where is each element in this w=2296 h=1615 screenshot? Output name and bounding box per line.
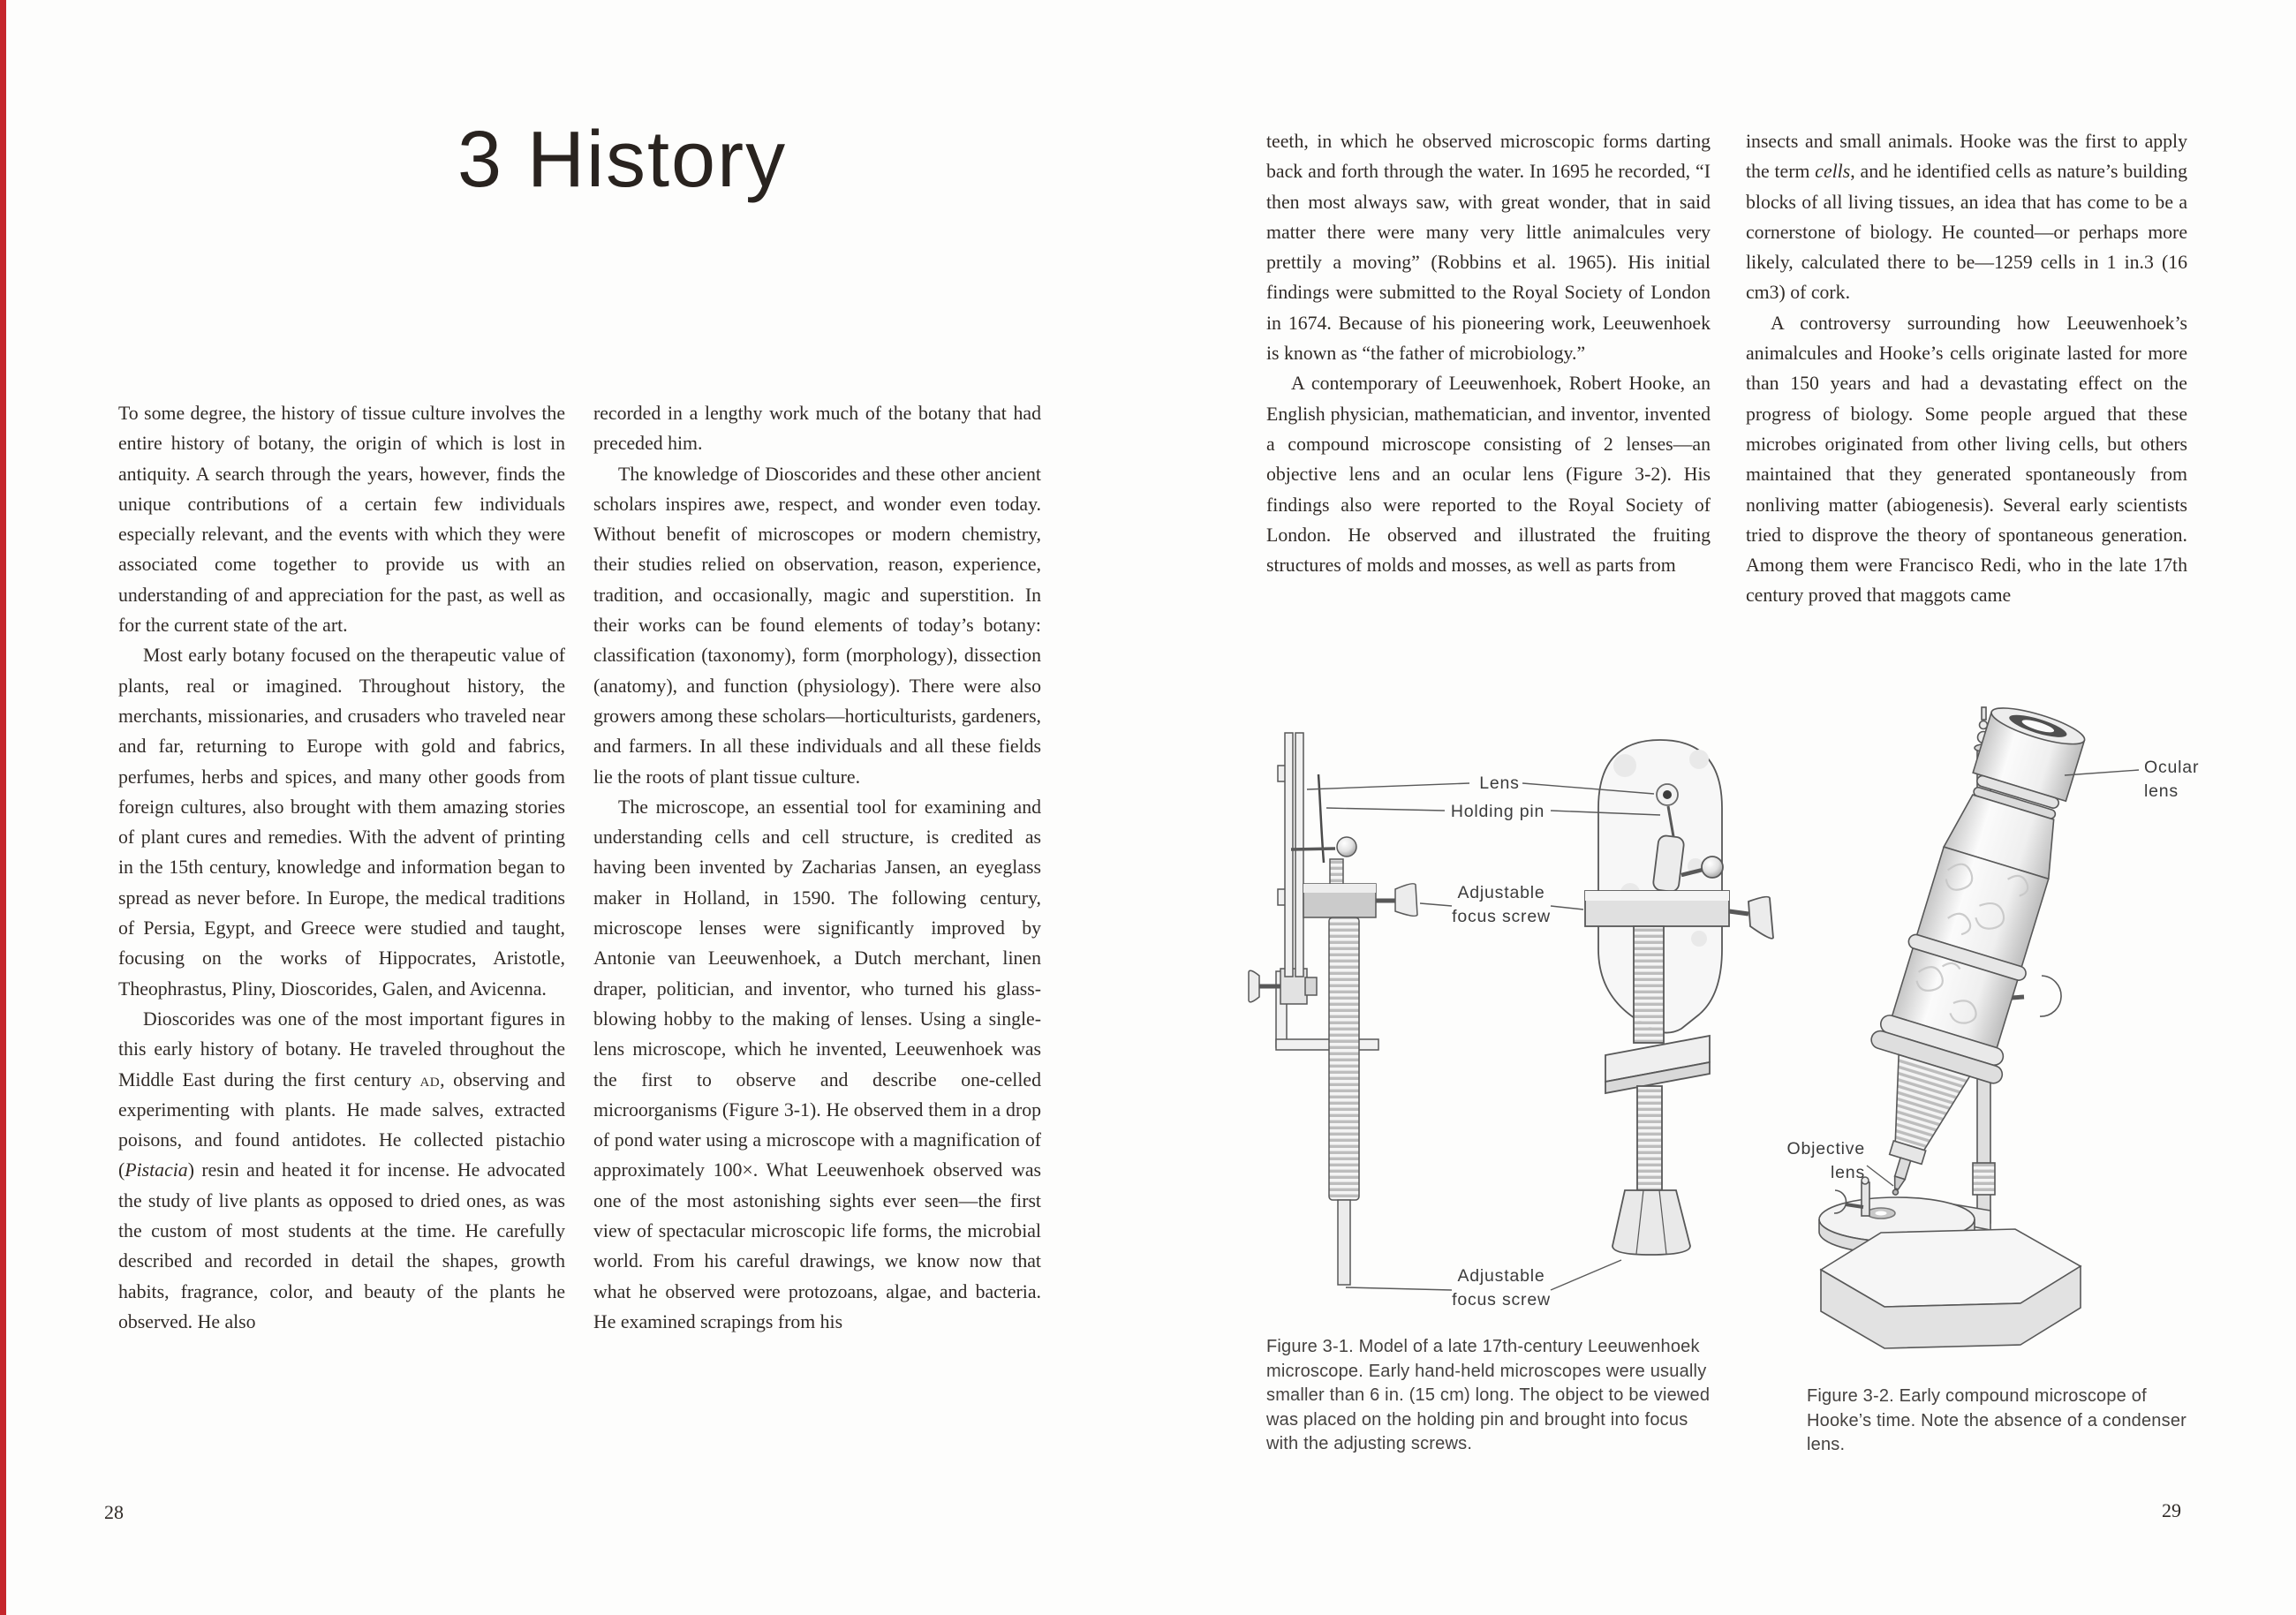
left-page-column-2 bbox=[593, 398, 1041, 1337]
figure-label-objective-lens: Objective lens bbox=[1786, 1139, 1865, 1182]
figure-3-1-caption: Figure 3-1. Model of a late 17th-century Leeuwenhoek microscope. Early hand-held microscopes were usually smaller than 6 in. (15 cm) long. The object to be viewed was placed on the holding pin and brought into focus with the adjusting screws. bbox=[1266, 1337, 1711, 1453]
paragraph: A contemporary of Leeuwenhoek, Robert Hooke, an English physician, mathematician, and inventor, invented a compound microscope consisting of 2 lenses—an objective lens and an ocular lens (Figure 3-2). His findings also were reported to the Royal Society of London. He observed and illustrated the fruiting structures of molds and mosses, as well as parts from bbox=[1266, 373, 1711, 577]
paragraph: recorded in a lengthy work much of the botany that had preceded him. bbox=[593, 403, 1041, 455]
figure-label-adjustable-focus-screw-lower: Adjustable focus screw bbox=[1452, 1266, 1551, 1309]
objective-lens-tip bbox=[1895, 1158, 1911, 1180]
leeuwenhoek-side-view bbox=[1249, 733, 1417, 1285]
paragraph: insects and small animals. Hooke was the first to apply the term cells, and he identified cells as nature’s building blocks of all living tissues, an idea that has come to be a cornerstone of biology. He counted—or perhaps more likely, calculated there to be—1259 cells in 1 in.3 (16 cm3) of cork. bbox=[1746, 131, 2187, 304]
paragraph: A controversy surrounding how Leeuwenhoek’s animalcules and Hooke’s cells originate lasted for more than 150 years and had a devastating effect on the progress of biology. Some people argued that these microbes originated from other living cells, but others maintained that they generated spontaneously from nonliving matter (abiogenesis). Several early scientists tried to disprove the theory of spontaneous generation. Among them were Francisco Redi, who in the late 17th century proved that maggots came bbox=[1746, 312, 2187, 607]
left-page-column-1 bbox=[118, 398, 565, 1337]
figure-3-2-caption: Figure 3-2. Early compound microscope of Hooke’s time. Note the absence of a condenser lens. bbox=[1807, 1386, 2186, 1454]
paragraph: To some degree, the history of tissue culture involves the entire history of botany, the origin of which is lost in antiquity. A search through the years, however, finds the unique contributions of a certain few individuals especially relevant, and the events with which they were associated come together to provide us with an understanding of and appreciation for the past, as well as for the current state of the art. bbox=[118, 403, 565, 637]
front-view-focus-screw bbox=[1634, 926, 1664, 1043]
page-number-left: 28 bbox=[104, 1501, 124, 1523]
chapter-title: 3 History bbox=[457, 116, 788, 204]
right-page-column-1 bbox=[1266, 126, 1711, 580]
figure-label-lens: Lens bbox=[1479, 774, 1520, 793]
figure-label-ocular-lens: Ocular lens bbox=[2144, 758, 2200, 801]
paragraph: The microscope, an essential tool for examining and understanding cells and cell structure, is credited as having been invented by Zacharias Jansen, an eyeglass maker in Holland, in 1590. The following century, microscope lenses were significantly improved by Antonie van Leeuwenhoek, a Dutch merchant, linen draper, politician, and inventor, who turned his glass-blowing hobby to the making of lenses. Using a single-lens microscope, which he invented, Leeuwenhoek was the first to observe and describe one-celled microorganisms (Figure 3-1). He observed them in a drop of pond water using a microscope with a magnification of approximately 100×. What Leeuwenhoek observed was one of the most astonishing sights ever seen—the first view of spectacular microscopic life forms, the microbial world. From his careful drawings, we know now that what he observed were protozoans, algae, and bacteria. He examined scrapings from his bbox=[593, 796, 1041, 1332]
paragraph: Dioscorides was one of the most important figures in this early history of botany. He traveled throughout the Middle East during the first century AD, observing and experimenting with plants. He made salves, extracted poisons, and found antidotes. He collected pistachio (Pistacia) resin and heated it for incense. He advocated the study of live plants as opposed to dried ones, as was the custom of most students at the time. He carefully described and recorded in detail the shapes, growth habits, fragrance, color, and beauty of the plants he observed. He also bbox=[118, 1007, 565, 1332]
book-cover-edge bbox=[0, 0, 6, 1615]
figure-label-adjustable-focus-screw-upper: Adjustable focus screw bbox=[1452, 883, 1551, 926]
crescent-thumbscrew bbox=[2040, 976, 2061, 1016]
paragraph: The knowledge of Dioscorides and these other ancient scholars inspires awe, respect, and wonder even today. Without benefit of microscopes or modern chemistry, their studies relied on observation, reason, experience, tradition, and occasionally, magic and superstition. In their works can be found elements of today’s botany: classification (taxonomy), form (morphology), dissection (anatomy), and function (physiology). There were also growers among these scholars—horticulturists, gardeners, and farmers. In all these individuals and all these fields lie the roots of plant tissue culture. bbox=[593, 463, 1041, 788]
figure-label-holding-pin: Holding pin bbox=[1450, 802, 1545, 821]
leeuwenhoek-front-view bbox=[1585, 740, 1773, 1255]
microscope-barrel bbox=[1830, 695, 2106, 1214]
right-page-column-2 bbox=[1746, 126, 2187, 611]
paragraph: teeth, in which he observed microscopic forms darting back and forth through the water. In 1695 he recorded, “I then most always saw, with great wonder, that in said matter there were many very little animalcules very prettily a moving” (Robbins et al. 1965). His initial findings were submitted to the Royal Society of London in 1674. Because of his pioneering work, Leeuwenhoek is known as “the father of microbiology.” bbox=[1266, 131, 1711, 365]
page-number-right: 29 bbox=[2162, 1499, 2181, 1521]
side-view-focus-screw bbox=[1329, 917, 1359, 1200]
paragraph: Most early botany focused on the therapeutic value of plants, real or imagined. Throughout history, the merchants, missionaries, and crusaders who traveled near and far, returning to Europe with gold and fabrics, perfumes, herbs and spices, and many other goods from foreign cultures, also brought with them amazing stories of plant cures and remedies. With the advent of printing in the 15th century, knowledge and information began to spread as never before. In Europe, the medical traditions of Persia, Egypt, and Greece were studied and taught, focusing on the works of Hippocrates, Aristotle, Theophrastus, Pliny, Dioscorides, Galen, and Avicenna. bbox=[118, 645, 565, 1000]
side-view-plate bbox=[1285, 733, 1293, 977]
